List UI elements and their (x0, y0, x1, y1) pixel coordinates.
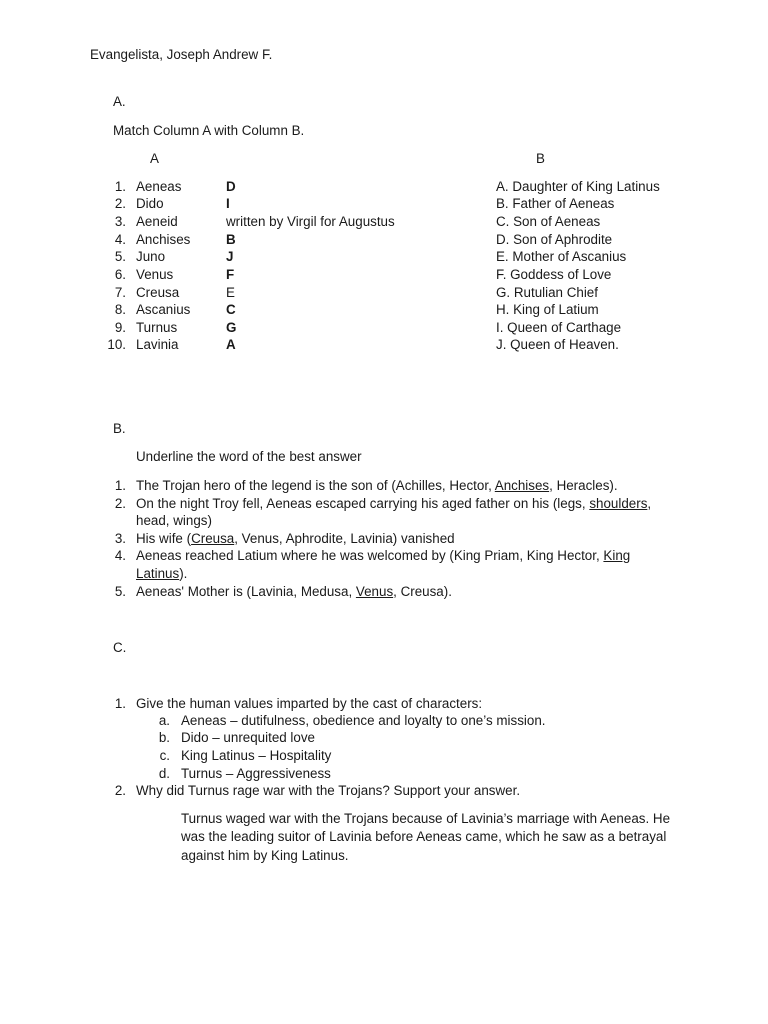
column-a-term: Creusa (136, 285, 180, 300)
sub-label: c. (159, 748, 170, 763)
item-number: 10. (107, 337, 126, 352)
column-a-term: Aeneas (136, 179, 182, 194)
section-a-instruction: Match Column A with Column B. (113, 123, 305, 138)
match-answer: C (226, 302, 236, 317)
column-a-term: Anchises (136, 232, 191, 247)
question-text: Aeneas' Mother is (Lavinia, Medusa, Venus, Creusa). (136, 584, 452, 599)
question-number: 1. (114, 478, 126, 493)
column-b-option: A. Daughter of King Latinus (496, 179, 660, 194)
underlined-answer: shoulders (589, 496, 648, 511)
sub-item: Dido – unrequited love (181, 730, 315, 745)
sub-label: d. (158, 766, 170, 781)
item-number: 1. (114, 179, 126, 194)
item-number: 7. (114, 285, 126, 300)
underlined-answer: Latinus (136, 566, 180, 581)
column-a-header: A (150, 151, 159, 166)
question-number: 4. (114, 548, 126, 563)
section-a-heading: A. (113, 94, 126, 109)
item-number: 9. (114, 320, 126, 335)
section-c-heading: C. (113, 640, 127, 655)
match-answer: G (226, 320, 237, 335)
underlined-answer: Venus (355, 584, 394, 599)
student-name: Evangelista, Joseph Andrew F. (90, 47, 273, 62)
question-number: 2. (114, 496, 126, 511)
column-b-option: G. Rutulian Chief (496, 285, 598, 300)
column-b-option: E. Mother of Ascanius (496, 249, 627, 264)
underlined-answer: King (603, 548, 631, 563)
column-a-term: Lavinia (136, 337, 179, 352)
column-b-option: D. Son of Aphrodite (496, 232, 613, 247)
column-b-option: J. Queen of Heaven. (496, 337, 619, 352)
question-text: Aeneas reached Latium where he was welcomed by (King Priam, King Hector, King (136, 548, 631, 563)
column-b-option: B. Father of Aeneas (496, 196, 615, 211)
match-answer: F (226, 267, 235, 282)
match-answer: J (226, 249, 234, 264)
item-number: 2. (114, 196, 126, 211)
sub-item: Turnus – Aggressiveness (181, 766, 331, 781)
question-text: The Trojan hero of the legend is the son of (Achilles, Hector, Anchises, Heracles). (136, 478, 618, 493)
question-text-continued: Latinus). (136, 566, 188, 581)
essay-answer: Turnus waged war with the Trojans because of Lavinia’s marriage with Aeneas. He was the leading suitor of Lavinia before Aeneas came, which he saw as a betrayal against him by King Latinus. (181, 811, 671, 863)
question-number: 2. (114, 783, 126, 798)
question-text-continued: head, wings) (136, 513, 212, 528)
column-b-option: C. Son of Aeneas (496, 214, 601, 229)
column-a-term: Aeneid (136, 214, 178, 229)
match-answer: A (226, 337, 236, 352)
question-text: On the night Troy fell, Aeneas escaped carrying his aged father on his (legs, shoulders, (136, 496, 652, 511)
item-number: 8. (114, 302, 126, 317)
question-number: 5. (114, 584, 126, 599)
sub-item: Aeneas – dutifulness, obedience and loyalty to one’s mission. (181, 713, 546, 728)
column-a-term: Ascanius (136, 302, 191, 317)
question-text: Why did Turnus rage war with the Trojans? Support your answer. (136, 783, 521, 798)
column-b-option: H. King of Latium (496, 302, 599, 317)
column-b-option: I. Queen of Carthage (496, 320, 622, 335)
item-number: 5. (114, 249, 126, 264)
column-a-term: Juno (136, 249, 166, 264)
sub-label: a. (158, 713, 170, 728)
question-text: His wife (Creusa, Venus, Aphrodite, Lavinia) vanished (136, 531, 455, 546)
question-number: 3. (114, 531, 126, 546)
underlined-answer: Anchises (494, 478, 550, 493)
item-number: 4. (114, 232, 126, 247)
column-a-term: Venus (136, 267, 174, 282)
sub-label: b. (158, 730, 170, 745)
section-b-heading: B. (113, 421, 126, 436)
column-a-term: Turnus (136, 320, 178, 335)
section-b-instruction: Underline the word of the best answer (136, 449, 362, 464)
match-answer: I (226, 196, 230, 211)
column-a-term: Dido (136, 196, 164, 211)
underlined-answer: Creusa (191, 531, 235, 546)
match-answer: E (226, 285, 235, 300)
question-text: Give the human values imparted by the cast of characters: (136, 696, 483, 711)
question-number: 1. (114, 696, 126, 711)
match-answer: written by Virgil for Augustus (226, 214, 395, 229)
sub-item: King Latinus – Hospitality (181, 748, 332, 763)
item-number: 3. (114, 214, 126, 229)
column-b-header: B (536, 151, 545, 166)
item-number: 6. (114, 267, 126, 282)
match-answer: D (226, 179, 236, 194)
match-answer: B (226, 232, 236, 247)
column-b-option: F. Goddess of Love (496, 267, 612, 282)
